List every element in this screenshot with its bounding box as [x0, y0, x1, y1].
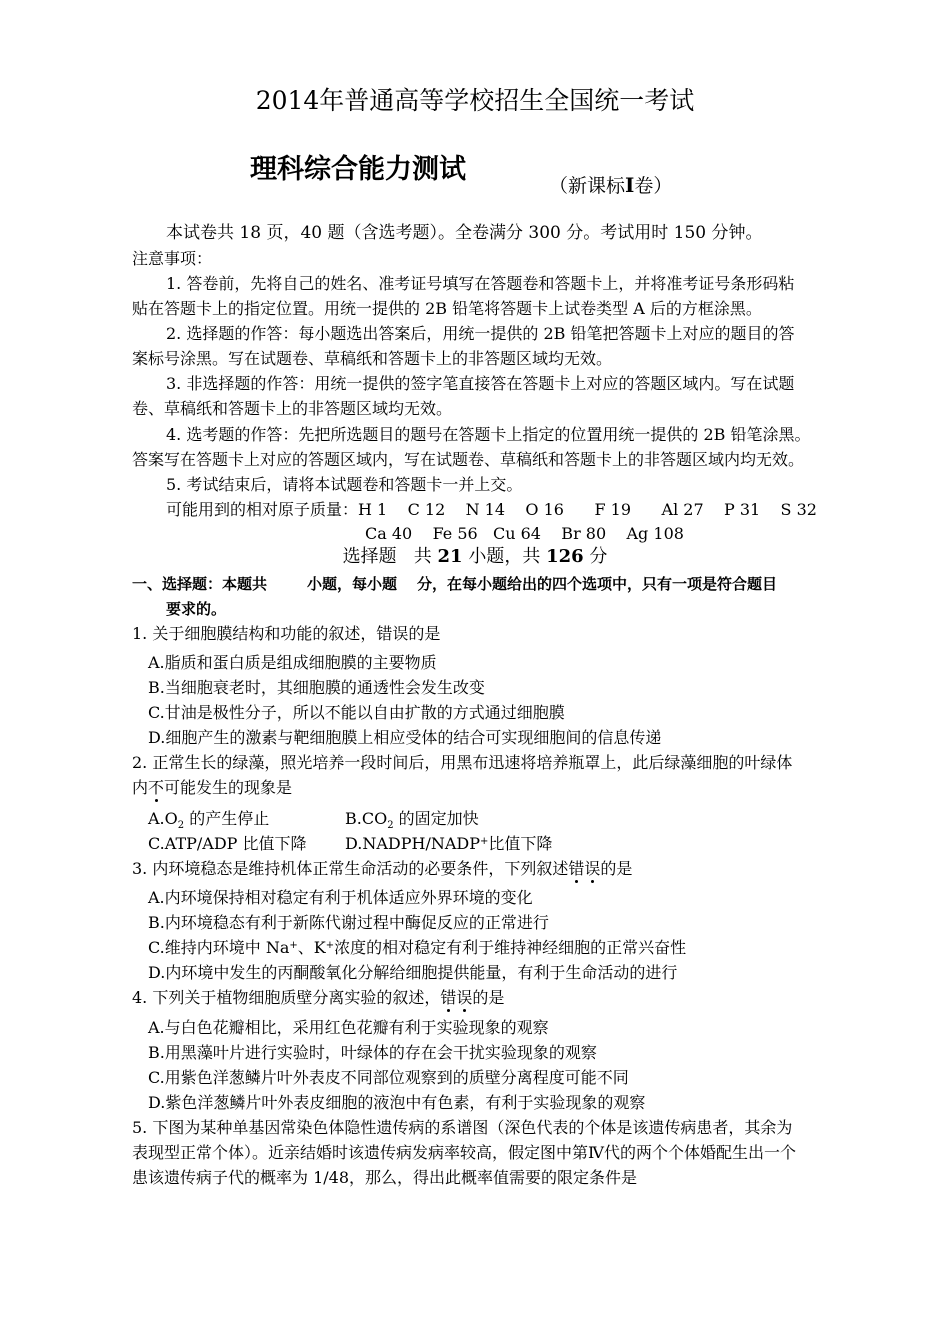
question-stem: 3. 内环境稳态是维持机体正常生命活动的必要条件，下列叙述错误的是	[132, 859, 633, 878]
emphasis-mark: 不	[148, 778, 165, 797]
atomic-masses-line2: Ca 40 Fe 56 Cu 64 Br 80 Ag 108	[365, 524, 684, 543]
paper-type	[549, 172, 672, 199]
option-c: C.甘油是极性分子，所以不能以自由扩散的方式通过细胞膜	[148, 703, 565, 722]
emphasis-mark: 错	[568, 859, 585, 878]
option-c: C.维持内环境中 Na+、K+浓度的相对稳定有利于维持神经细胞的正常兴奋性	[148, 938, 687, 957]
intro-text: 本试卷共 18 页，40 题（含选考题）。全卷满分 300 分。考试用时 150 分钟。	[166, 223, 763, 243]
notice-line: 1. 答卷前，先将自己的姓名、准考证号填写在答题卷和答题卡上，并将准考证号条形码粘	[166, 274, 795, 293]
notice-line: 4. 选考题的作答：先把所选题目的题号在答题卡上指定的位置用统一提供的 2B 铅笔涂黑。	[166, 425, 811, 444]
option-d: D.紫色洋葱鳞片叶外表皮细胞的液泡中有色素，有利于实验现象的观察	[148, 1093, 646, 1112]
notice-line: 贴在答题卡上的指定位置。用统一提供的 2B 铅笔将答题卡上试卷类型 A 后的方框涂黑。	[132, 299, 762, 318]
option-a: A.脂质和蛋白质是组成细胞膜的主要物质	[148, 653, 437, 672]
option-d: D.细胞产生的激素与靶细胞膜上相应受体的结合可实现细胞间的信息传递	[148, 728, 662, 747]
option-b: B.当细胞衰老时，其细胞膜的通透性会发生改变	[148, 678, 485, 697]
notice-line: 案标号涂黑。写在试题卷、草稿纸和答题卡上的非答题区域均无效。	[132, 349, 613, 368]
question-stem-continued: 表现型正常个体）。近亲结婚时该遗传病发病率较高，假定图中第Ⅳ代的两个个体婚配生出一个	[132, 1143, 796, 1162]
option-c: C.用紫色洋葱鳞片叶外表皮不同部位观察到的质壁分离程度可能不同	[148, 1068, 629, 1087]
paper-type-suffix: 卷）	[634, 175, 673, 197]
question-stem-continued: 内不可能发生的现象是	[132, 778, 293, 797]
paper-type-numeral: I	[625, 173, 635, 197]
option-c: C.ATP/ADP 比值下降	[148, 834, 307, 853]
option-a: A.与白色花瓣相比，采用红色花瓣有利于实验现象的观察	[148, 1018, 549, 1037]
option-d: D.NADPH/NADP+比值下降	[345, 834, 553, 853]
emphasis-mark: 误	[456, 988, 473, 1007]
option-a: $A.O_2$ 的产生停止	[148, 809, 270, 831]
question-stem-continued: 患该遗传病子代的概率为 1/48，那么，得出此概率值需要的限定条件是	[132, 1168, 638, 1187]
option-d: D.内环境中发生的丙酮酸氧化分解给细胞提供能量，有利于生命活动的进行	[148, 963, 678, 982]
question-stem: 1. 关于细胞膜结构和功能的叙述，错误的是	[132, 624, 441, 643]
notice-line: 5. 考试结束后，请将本试题卷和答题卡一并上交。	[166, 475, 523, 494]
question-stem: 5. 下图为某种单基因常染色体隐性遗传病的系谱图（深色代表的个体是该遗传病患者，其余为	[132, 1118, 793, 1137]
paper-type-prefix: （新课标	[549, 175, 626, 197]
notice-line: 答案写在答题卡上对应的答题区域内，写在试题卷、草稿纸和答题卡上的非答题区域内均无效。	[132, 450, 805, 469]
option-a: A.内环境保持相对稳定有利于机体适应外界环境的变化	[148, 888, 533, 907]
option-b: B.内环境稳态有利于新陈代谢过程中酶促反应的正常进行	[148, 913, 549, 932]
section-heading: 选择题 共 21 小题，共 126 分	[342, 546, 608, 567]
notice-line: 卷、草稿纸和答题卡上的非答题区域均无效。	[132, 399, 453, 418]
exam-title: 2014年普通高等学校招生全国统一考试	[255, 86, 695, 115]
question-stem: 4. 下列关于植物细胞质壁分离实验的叙述，错误的是	[132, 988, 505, 1007]
subject-title: 理科综合能力测试	[250, 154, 466, 185]
option-b: $B.CO_2$ 的固定加快	[345, 809, 479, 831]
notice-heading: 注意事项：	[132, 249, 213, 268]
option-b: B.用黑藻叶片进行实验时，叶绿体的存在会干扰实验现象的观察	[148, 1043, 597, 1062]
emphasis-mark: 误	[584, 859, 601, 878]
emphasis-mark: 错	[440, 988, 457, 1007]
notice-line: 2. 选择题的作答：每小题选出答案后，用统一提供的 2B 铅笔把答题卡上对应的题目的答	[166, 324, 795, 343]
question-stem: 2. 正常生长的绿藻，照光培养一段时间后，用黑布迅速将培养瓶罩上，此后绿藻细胞的叶绿体	[132, 753, 793, 772]
notice-line: 3. 非选择题的作答：用统一提供的签字笔直接答在答题卡上对应的答题区域内。写在试题	[166, 374, 795, 393]
instruction-line1: 一、选择题：本题共 小题，每小题 分，在每小题给出的四个选项中，只有一项是符合题目	[132, 575, 778, 593]
instruction-line2: 要求的。	[166, 600, 227, 618]
atomic-masses-line1: 可能用到的相对原子质量：H 1 C 12 N 14 O 16 F 19 Al 27 P 31 S 32	[166, 500, 817, 519]
